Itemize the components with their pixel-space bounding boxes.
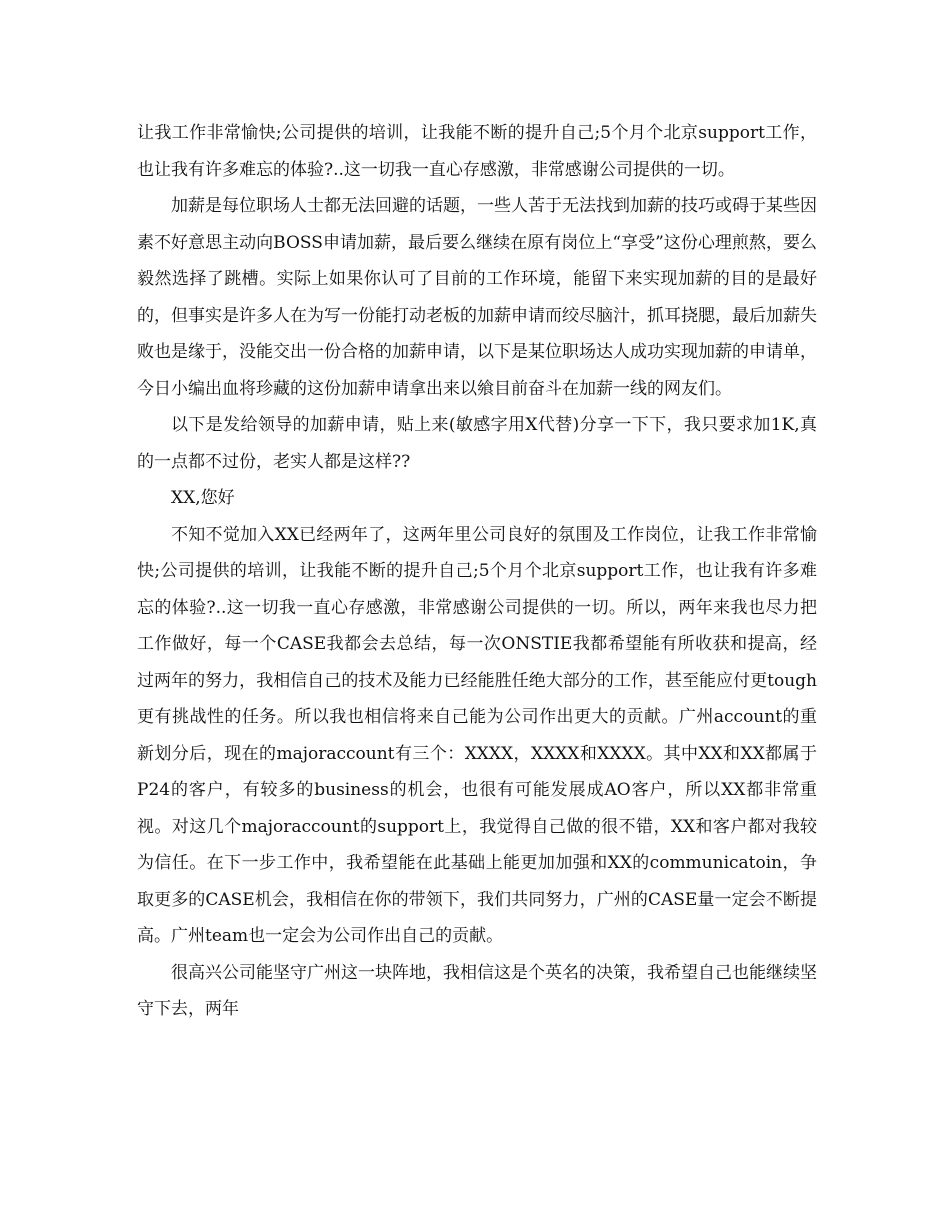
paragraph-1: 让我工作非常愉快;公司提供的培训，让我能不断的提升自己;5个月个北京support工作，也让我有许多难忘的体验?..这一切我一直心存感激，非常感谢公司提供的一切。 — [137, 123, 817, 180]
paragraph-6: 很高兴公司能坚守广州这一块阵地，我相信这是个英名的决策，我希望自己也能继续坚守下去，两年 — [137, 962, 817, 1019]
salutation: XX,您好 — [171, 488, 235, 508]
document-body — [137, 115, 817, 1028]
paragraph-2: 加薪是每位职场人士都无法回避的话题，一些人苦于无法找到加薪的技巧或碍于某些因素不好意思主动向BOSS申请加薪，最后要么继续在原有岗位上“享受”这份心理煎熬，要么毅然选择了跳槽。实际上如果你认可了目前的工作环境，能留下来实现加薪的目的是最好的，但事实是许多人在为写一份能打动老板的加薪申请而绞尽脑汁，抓耳挠腮，最后加薪失败也是缘于，没能交出一份合格的加薪申请，以下是某位职场达人成功实现加薪的申请单，今日小编出血将珍藏的这份加薪申请拿出来以飨目前奋斗在加薪一线的网友们。 — [137, 196, 817, 399]
paragraph-5: 不知不觉加入XX已经两年了，这两年里公司良好的氛围及工作岗位，让我工作非常愉快;公司提供的培训，让我能不断的提升自己;5个月个北京support工作，也让我有许多难忘的体验?..这一切我一直心存感激，非常感谢公司提供的一切。所以，两年来我也尽力把工作做好，每一个CASE我都会去总结，每一次ONSTIE我都希望能有所收获和提高，经过两年的努力，我相信自己的技术及能力已经能胜任绝大部分的工作，甚至能应付更tough更有挑战性的任务。所以我也相信将来自己能为公司作出更大的贡献。广州account的重新划分后，现在的majoraccount有三个：XXXX，XXXX和XXXX。其中XX和XX都属于P24的客户，有较多的business的机会，也很有可能发展成AO客户，所以XX都非常重视。对这几个majoraccount的support上，我觉得自己做的很不错，XX和客户都对我较为信任。在下一步工作中，我希望能在此基础上能更加加强和XX的communicatoin，争取更多的CASE机会，我相信在你的带领下，我们共同努力，广州的CASE量一定会不断提高。广州team也一定会为公司作出自己的贡献。 — [137, 524, 817, 946]
paragraph-3: 以下是发给领导的加薪申请，贴上来(敏感字用X代替)分享一下下，我只要求加1K,真的一点都不过份，老实人都是这样?? — [137, 415, 817, 472]
